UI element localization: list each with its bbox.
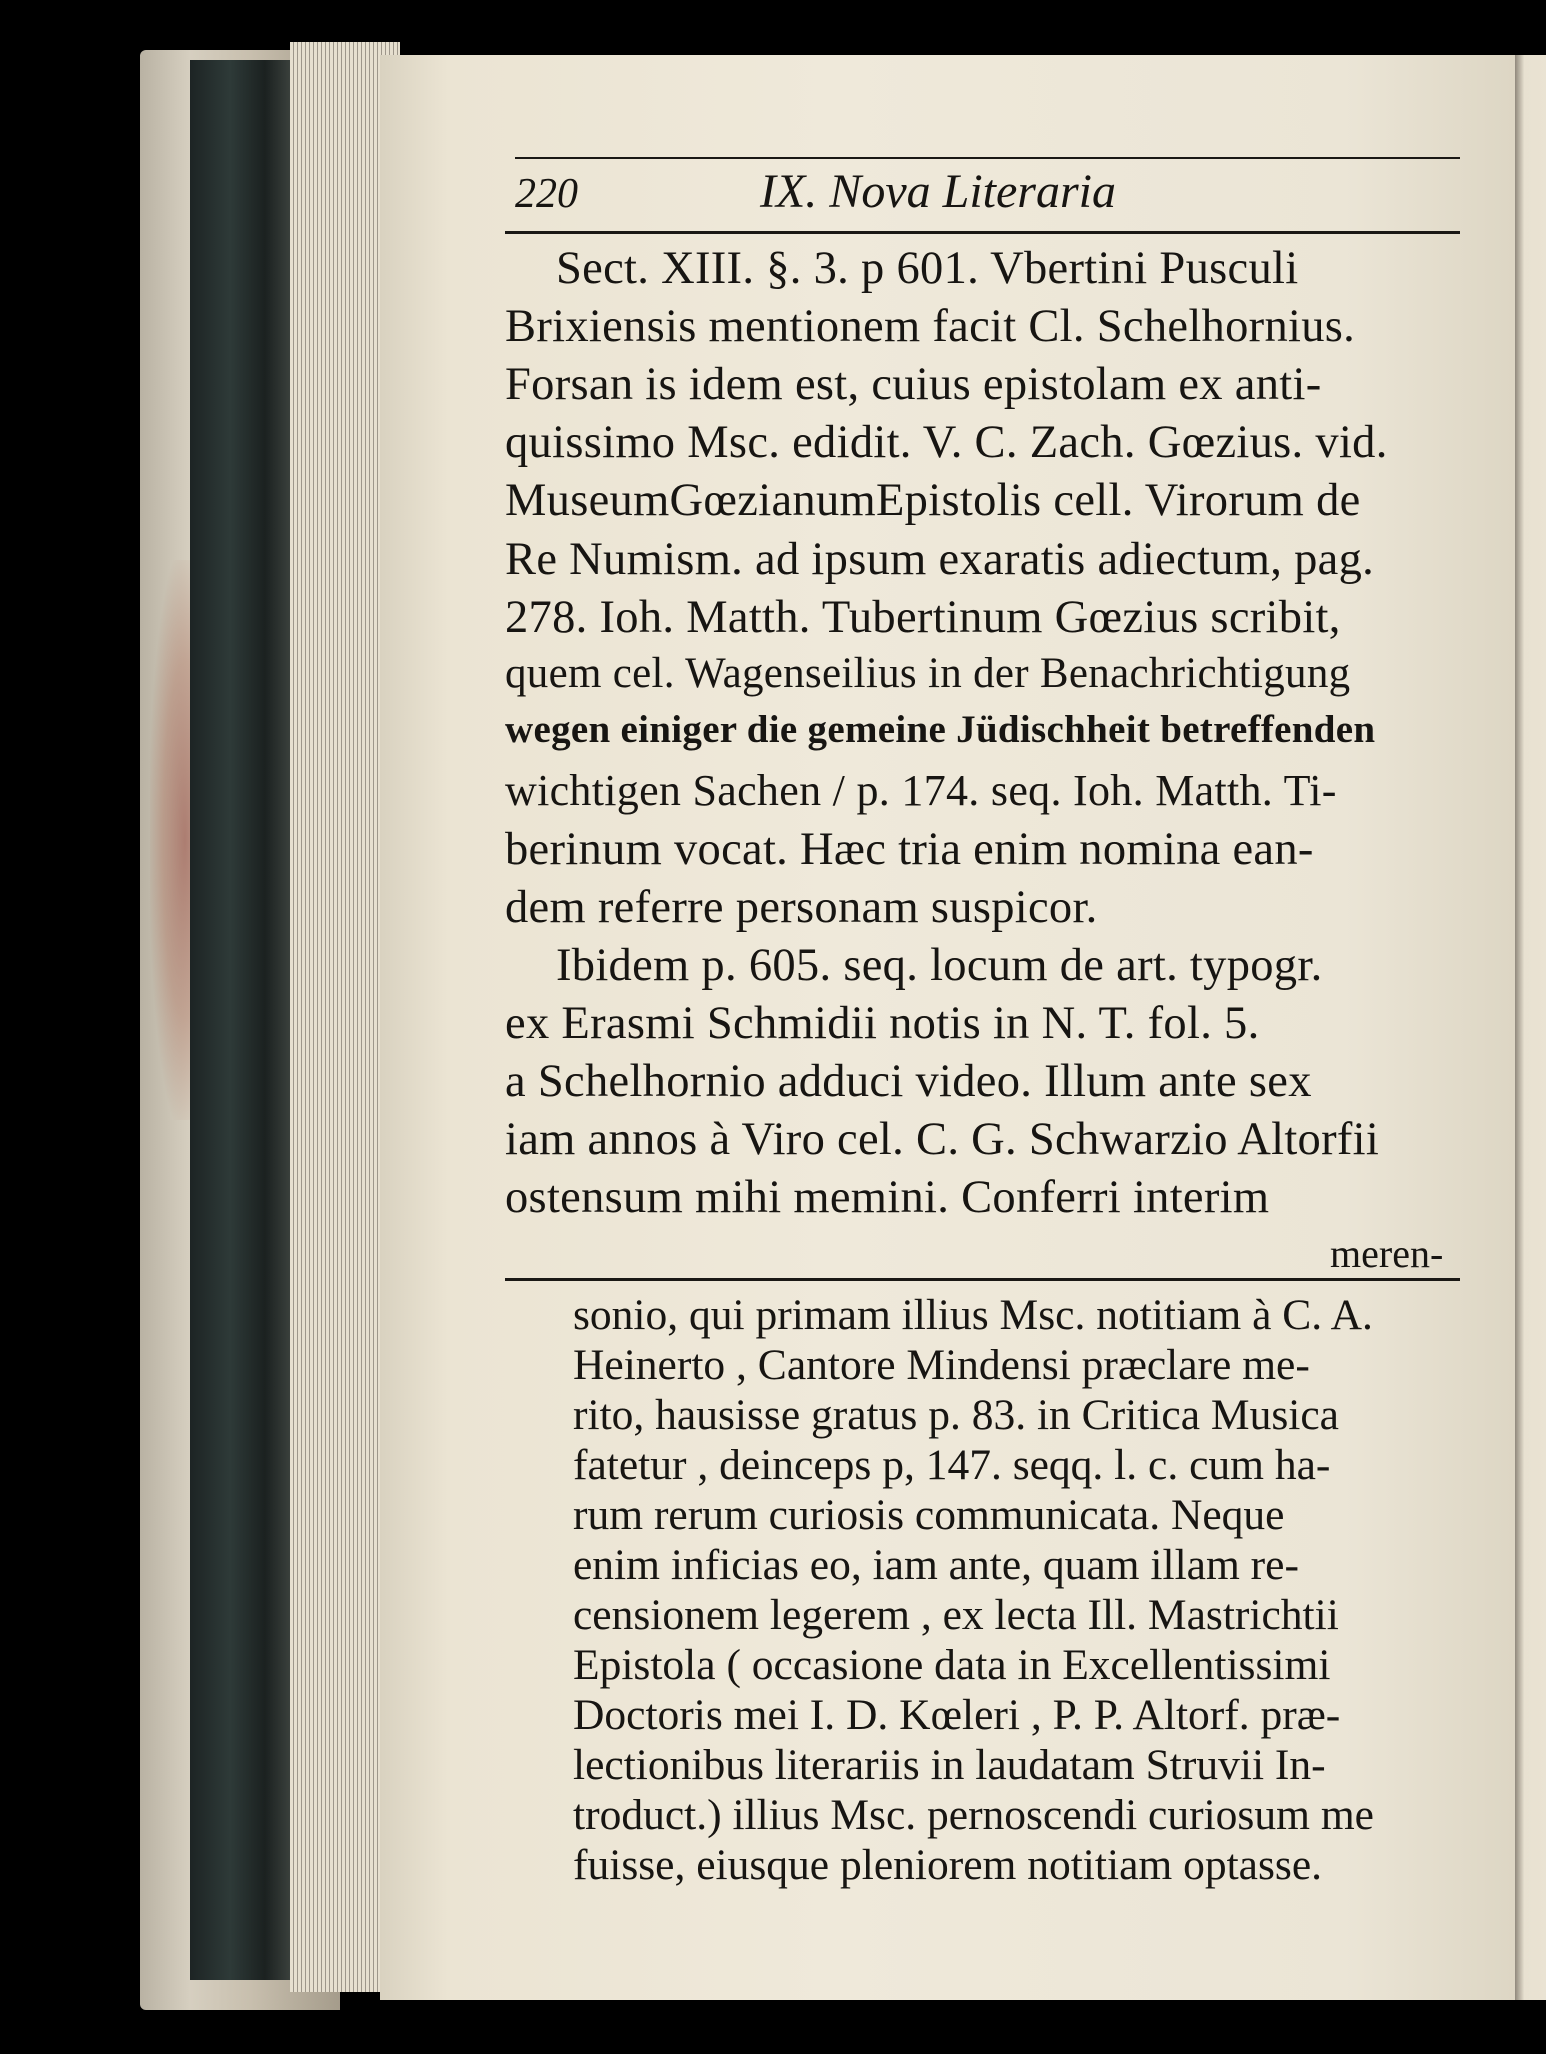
footnote-line: Heinerto , Cantore Mindensi præclare me-	[573, 1341, 1310, 1389]
body-line: quem cel. Wagenseilius in der Benachrichtigung	[505, 650, 1351, 697]
body-line: iam annos à Viro cel. C. G. Schwarzio Altorfii	[505, 1114, 1380, 1165]
running-head: IX. Nova Literaria	[760, 165, 1116, 218]
header-top-rule	[515, 157, 1460, 159]
body-line: Forsan is idem est, cuius epistolam ex anti-	[505, 359, 1322, 410]
footnote-line: fuisse, eiusque pleniorem notitiam optasse.	[573, 1841, 1323, 1889]
body-line: MuseumGœzianumEpistolis cell. Virorum de	[505, 475, 1361, 526]
header-bottom-rule	[505, 231, 1460, 234]
body-line: berinum vocat. Hæc tria enim nomina ean-	[505, 824, 1314, 875]
footnote-line: Epistola ( occasione data in Excellentissimi	[573, 1641, 1331, 1689]
footnote-line: lectionibus literariis in laudatam Struvii In-	[573, 1741, 1326, 1789]
body-line: Ibidem p. 605. seq. locum de art. typogr.	[556, 940, 1323, 991]
body-line: ostensum mihi memini. Conferri interim	[505, 1172, 1270, 1223]
footnote-line: troduct.) illius Msc. pernoscendi curiosum me	[573, 1791, 1374, 1839]
facing-page-edge	[1515, 55, 1546, 2000]
footnote-line: enim inficias eo, iam ante, quam illam re-	[573, 1541, 1299, 1589]
body-line: wichtigen Sachen / p. 174. seq. Ioh. Matth. Ti-	[505, 766, 1337, 815]
book-spine	[190, 60, 290, 1980]
footnote-line: rum rerum curiosis communicata. Neque	[573, 1491, 1285, 1539]
body-line: wegen einiger die gemeine Jüdischheit betreffenden	[505, 708, 1376, 751]
body-line: quissimo Msc. edidit. V. C. Zach. Gœzius. vid.	[505, 417, 1388, 468]
body-line: Re Numism. ad ipsum exaratis adiectum, pag.	[505, 534, 1375, 585]
footnote-line: fatetur , deinceps p, 147. seqq. l. c. cum ha-	[573, 1441, 1331, 1489]
footnote-line: Doctoris mei I. D. Kœleri , P. P. Altorf. præ-	[573, 1691, 1341, 1739]
body-line: Sect. XIII. §. 3. p 601. Vbertini Pusculi	[556, 243, 1299, 294]
body-line: a Schelhornio adduci video. Illum ante sex	[505, 1056, 1312, 1107]
page-number: 220	[515, 171, 578, 217]
body-line: ex Erasmi Schmidii notis in N. T. fol. 5.	[505, 998, 1260, 1049]
footnote-rule	[505, 1278, 1460, 1281]
footnote-line: sonio, qui primam illius Msc. notitiam à C. A.	[573, 1291, 1373, 1339]
footnote-line: rito, hausisse gratus p. 83. in Critica Musica	[573, 1391, 1339, 1439]
body-line: dem referre personam suspicor.	[505, 882, 1098, 933]
footnote-line: censionem legerem , ex lecta Ill. Mastrichtii	[573, 1591, 1339, 1639]
body-line: 278. Ioh. Matth. Tubertinum Gœzius scribit,	[505, 592, 1341, 643]
body-line: Brixiensis mentionem facit Cl. Schelhornius.	[505, 301, 1356, 352]
catchword: meren-	[1330, 1231, 1444, 1276]
